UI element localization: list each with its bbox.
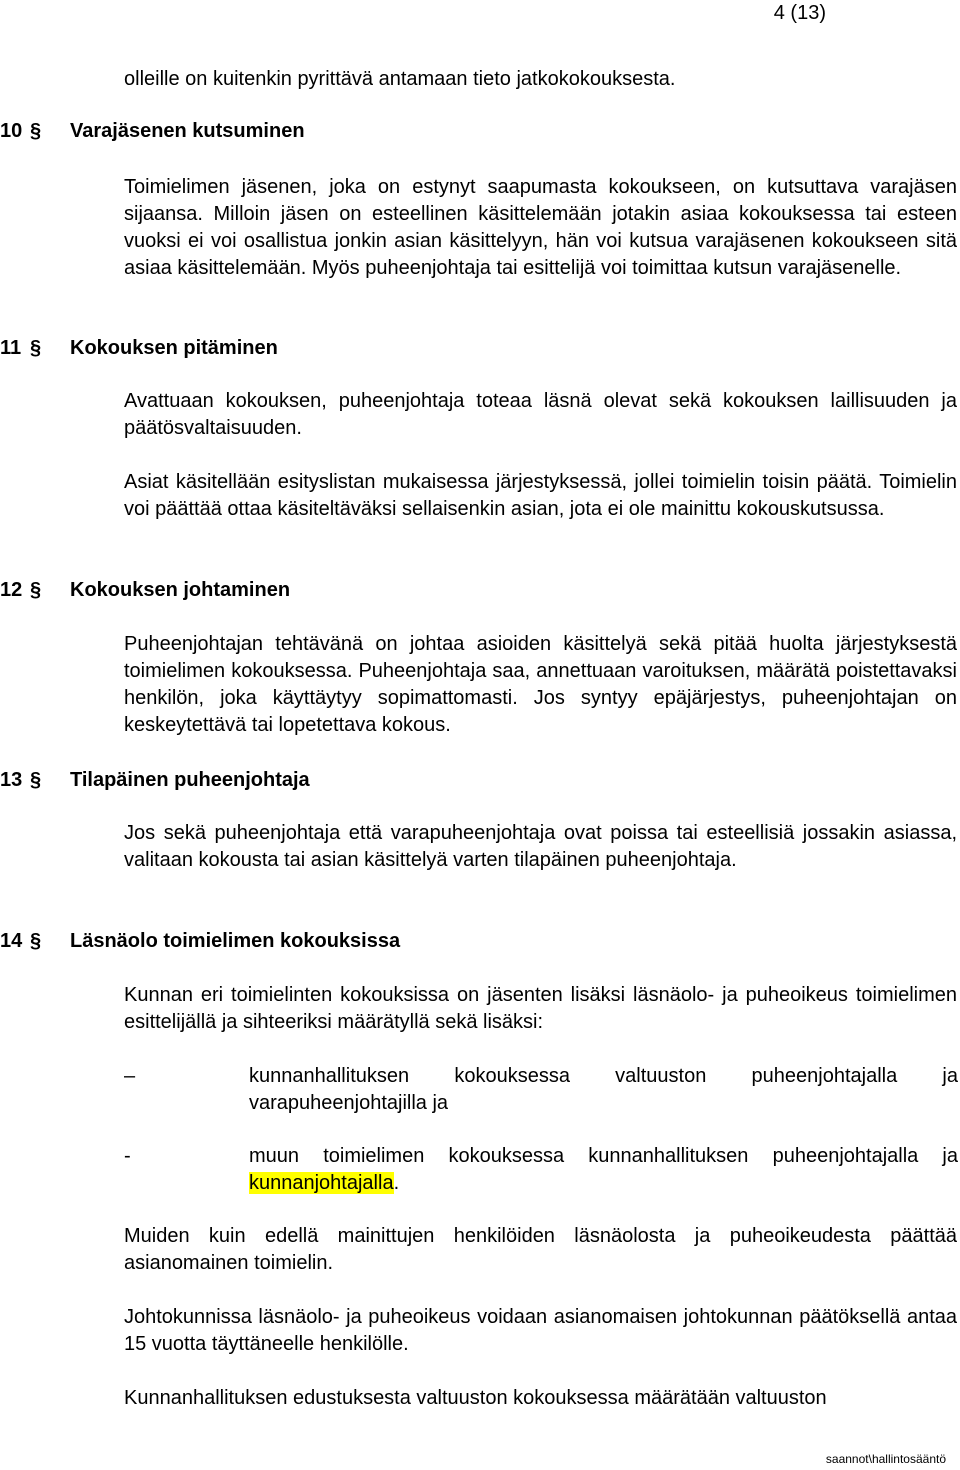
section-heading-13 — [0, 767, 310, 794]
section-heading-14 — [0, 928, 400, 955]
section-paragraph: Kunnanhallituksen edustuksesta valtuuston kokouksessa määrätään valtuuston — [124, 1387, 827, 1409]
section-title: Varajäsenen kutsuminen — [70, 120, 305, 142]
section-number: 11 — [0, 337, 22, 359]
page-number: 4 (13) — [773, 2, 826, 24]
section-title: Läsnäolo toimielimen kokouksissa — [70, 930, 401, 952]
section-symbol-icon: § — [30, 337, 42, 359]
footer-path: saannot\hallintosääntö — [825, 1452, 946, 1466]
list-item-marker: – — [124, 1065, 136, 1087]
section-paragraph: Toimielimen jäsenen, joka on estynyt saapumasta kokoukseen, on kutsuttava varajäsen sijaansa. Milloin jäsen on esteellinen käsittelemään jotakin asiaa kokouksessa tai esteen vuoksi ei voi osallistua jonkin asian käsittelyyn, hän voi kutsua varajäsenen kokoukseen sitä asiaa käsittelemään. Myös puheenjohtaja tai esittelijä voi toimittaa kutsun varajäsenelle. — [124, 176, 957, 279]
section-number: 13 — [0, 769, 23, 791]
section-paragraph: Avattuaan kokouksen, puheenjohtaja toteaa läsnä olevat sekä kokouksen laillisuuden ja päätösvaltaisuuden. — [124, 390, 957, 439]
section-number: 10 — [0, 120, 23, 142]
section-paragraph: Johtokunnissa läsnäolo- ja puheoikeus voidaan asianomaisen johtokunnan päätöksellä antaa 15 vuotta täyttäneelle henkilölle. — [124, 1306, 957, 1355]
section-title: Tilapäinen puheenjohtaja — [70, 769, 310, 791]
section-paragraph: Puheenjohtajan tehtävänä on johtaa asioiden käsittelyä sekä pitää huolta järjestyksestä toimielimen kokouksessa. Puheenjohtaja saa, annettuaan varoituksen, määrätä poistettavaksi henkilön, joka käyttäytyy sopimattomasti. Jos syntyy epäjärjestys, puheenjohtajan on keskeytettävä tai lopetettava kokous. — [124, 633, 957, 736]
list-item-text-end: . — [393, 1172, 400, 1194]
section-heading-12 — [0, 577, 290, 604]
section-paragraph: Jos sekä puheenjohtaja että varapuheenjohtaja ovat poissa tai esteellisiä jossakin asiassa, valitaan kokousta tai asian käsittelyä varten tilapäinen puheenjohtaja. — [124, 822, 957, 871]
section-heading-10 — [0, 118, 305, 145]
section-symbol-icon: § — [30, 930, 42, 952]
list-item-text: muun toimielimen kokouksessa kunnanhallituksen puheenjohtajalla ja — [249, 1145, 958, 1167]
section-title: Kokouksen johtaminen — [70, 579, 291, 601]
intro-paragraph: olleille on kuitenkin pyrittävä antamaan tieto jatkokokouksesta. — [124, 68, 676, 90]
section-title: Kokouksen pitäminen — [70, 337, 278, 359]
section-heading-11 — [0, 335, 278, 362]
section-symbol-icon: § — [30, 579, 42, 601]
section-paragraph: Asiat käsitellään esityslistan mukaisessa järjestyksessä, jollei toimielin toisin päätä. Toimielin voi päättää ottaa käsiteltäväksi sellaisenkin asian, jota ei ole mainittu kokouskutsussa. — [124, 471, 957, 520]
section-symbol-icon: § — [30, 120, 42, 142]
list-item-marker: - — [124, 1145, 131, 1167]
section-number: 14 — [0, 930, 23, 952]
section-number: 12 — [0, 579, 23, 601]
list-item: kunnanhallituksen kokouksessa valtuuston puheenjohtajalla ja varapuheenjohtajilla ja — [249, 1065, 958, 1114]
section-paragraph: Muiden kuin edellä mainittujen henkilöiden läsnäolosta ja puheoikeudesta päättää asianomainen toimielin. — [124, 1225, 957, 1274]
section-paragraph: Kunnan eri toimielinten kokouksissa on jäsenten lisäksi läsnäolo- ja puheoikeus toimielimen esittelijällä ja sihteeriksi määrätyllä sekä lisäksi: — [124, 984, 957, 1033]
list-item — [249, 1143, 958, 1197]
highlighted-text: kunnanjohtajalla — [249, 1172, 394, 1194]
section-symbol-icon: § — [30, 769, 42, 791]
